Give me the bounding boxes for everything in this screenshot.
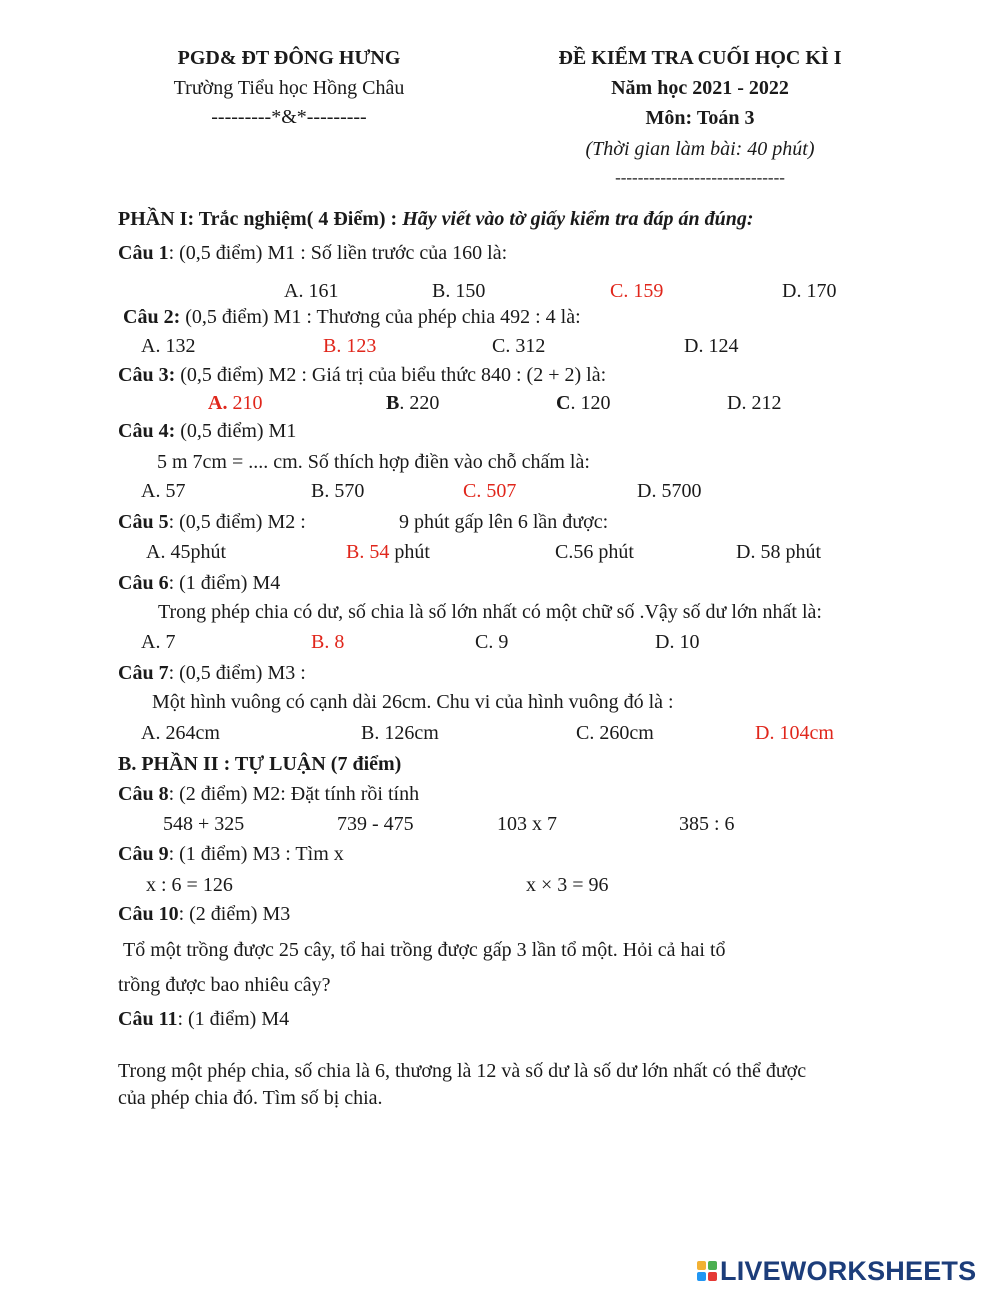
q1-option-a: A. 161 xyxy=(284,280,339,302)
q5-option-a: A. 45phút xyxy=(146,541,226,563)
question-4-stem: 5 m 7cm = .... cm. Số thích hợp điền vào chỗ chấm là: xyxy=(157,451,590,473)
q7-option-b: B. 126cm xyxy=(361,722,439,744)
q8-expression-4: 385 : 6 xyxy=(679,813,735,835)
q8-expression-3: 103 x 7 xyxy=(497,813,557,835)
q6-option-b: B. 8 xyxy=(311,631,345,653)
q6-option-d: D. 10 xyxy=(655,631,700,653)
question-10-label: Câu 10 xyxy=(118,903,179,925)
question-10-line-2: trồng được bao nhiêu cây? xyxy=(118,974,331,996)
q1-option-d: D. 170 xyxy=(782,280,837,302)
question-4 xyxy=(118,421,296,441)
q4-option-d: D. 5700 xyxy=(637,480,702,502)
q6-option-a: A. 7 xyxy=(141,631,176,653)
question-5 xyxy=(118,512,306,532)
question-5-stem: 9 phút gấp lên 6 lần được: xyxy=(399,511,609,533)
question-10-text: : (2 điểm) M3 xyxy=(178,903,291,925)
logo-mark-icon xyxy=(697,1261,717,1281)
logo-square-1 xyxy=(697,1261,706,1270)
part1-title: PHẦN I: Trắc nghiệm( 4 Điểm) : xyxy=(118,208,403,230)
question-7-stem: Một hình vuông có cạnh dài 26cm. Chu vi của hình vuông đó là : xyxy=(152,691,674,713)
question-10 xyxy=(118,904,290,924)
time-limit: (Thời gian làm bài: 40 phút) xyxy=(585,138,815,160)
q4-option-a: A. 57 xyxy=(141,480,186,502)
question-11 xyxy=(118,1009,289,1029)
logo-text: LIVEWORKSHEETS xyxy=(720,1255,977,1286)
question-7-label: Câu 7 xyxy=(118,662,169,684)
subject: Môn: Toán 3 xyxy=(645,107,755,129)
question-5-label: Câu 5 xyxy=(118,511,169,533)
question-9-text: : (1 điểm) M3 : Tìm x xyxy=(168,843,344,865)
q9-equation-2: x × 3 = 96 xyxy=(526,874,609,896)
part1-instruction: Hãy viết vào tờ giấy kiểm tra đáp án đúng: xyxy=(402,208,754,230)
question-6-text: : (1 điểm) M4 xyxy=(168,572,281,594)
question-2-text: (0,5 điểm) M1 : Thương của phép chia 492 : 4 là: xyxy=(180,306,581,328)
question-3 xyxy=(118,365,606,385)
question-5-text: : (0,5 điểm) M2 : xyxy=(168,511,306,533)
q3-option-a-letter: A. xyxy=(208,392,228,414)
question-1-label: Câu 1 xyxy=(118,242,169,264)
q3-option-c-letter: C xyxy=(556,392,571,414)
q1-option-b: B. 150 xyxy=(432,280,486,302)
q2-option-c: C. 312 xyxy=(492,335,546,357)
q7-option-d: D. 104cm xyxy=(755,722,834,744)
q3-option-c xyxy=(556,393,610,413)
question-6-stem: Trong phép chia có dư, số chia là số lớn nhất có một chữ số .Vậy số dư lớn nhất là: xyxy=(158,601,822,623)
question-9 xyxy=(118,844,344,864)
question-7 xyxy=(118,663,306,683)
question-6 xyxy=(118,573,280,593)
question-10-line-1: Tổ một trồng được 25 cây, tổ hai trồng được gấp 3 lần tổ một. Hỏi cả hai tổ xyxy=(123,939,726,961)
q2-option-b: B. 123 xyxy=(323,335,377,357)
question-8-text: : (2 điểm) M2: Đặt tính rồi tính xyxy=(168,783,420,805)
q5-option-d: D. 58 phút xyxy=(736,541,821,563)
question-1-text: : (0,5 điểm) M1 : Số liền trước của 160 là: xyxy=(168,242,508,264)
question-4-text: (0,5 điểm) M1 xyxy=(175,420,297,442)
q3-option-b-letter: B xyxy=(386,392,400,414)
header-divider-right: ------------------------------ xyxy=(615,168,785,187)
q4-option-b: B. 570 xyxy=(311,480,365,502)
q6-option-c: C. 9 xyxy=(475,631,509,653)
q5-option-b-unit: phút xyxy=(389,541,430,563)
q3-option-a xyxy=(208,393,262,413)
header-divider-left: ---------*&*--------- xyxy=(211,106,367,128)
question-2 xyxy=(123,307,581,327)
q8-expression-2: 739 - 475 xyxy=(337,813,414,835)
school-year: Năm học 2021 - 2022 xyxy=(611,77,789,99)
q9-equation-1: x : 6 = 126 xyxy=(146,874,233,896)
question-6-label: Câu 6 xyxy=(118,572,169,594)
q3-option-b xyxy=(386,393,439,413)
part2-heading: B. PHẦN II : TỰ LUẬN (7 điểm) xyxy=(118,753,402,775)
q3-option-a-value: 210 xyxy=(227,392,263,414)
question-3-text: (0,5 điểm) M2 : Giá trị của biểu thức 840 : (2 + 2) là: xyxy=(175,364,607,386)
q3-option-c-value: . 120 xyxy=(570,392,611,414)
exam-title: ĐỀ KIỂM TRA CUỐI HỌC KÌ I xyxy=(558,47,842,69)
question-11-label: Câu 11 xyxy=(118,1008,178,1030)
question-11-line-2: của phép chia đó. Tìm số bị chia. xyxy=(118,1087,383,1109)
q5-option-b-value: B. 54 xyxy=(346,541,390,563)
school-office: PGD& ĐT ĐÔNG HƯNG xyxy=(177,47,401,69)
q5-option-b xyxy=(346,542,430,562)
q5-option-c: C.56 phút xyxy=(555,541,634,563)
logo-square-2 xyxy=(708,1261,717,1270)
q4-option-c: C. 507 xyxy=(463,480,517,502)
q7-option-c: C. 260cm xyxy=(576,722,654,744)
question-2-label: Câu 2: xyxy=(123,306,181,328)
logo-square-3 xyxy=(697,1272,706,1281)
q1-option-c: C. 159 xyxy=(610,280,664,302)
school-name: Trường Tiểu học Hồng Châu xyxy=(173,77,405,99)
q3-option-b-value: . 220 xyxy=(399,392,440,414)
question-4-label: Câu 4: xyxy=(118,420,176,442)
logo-square-4 xyxy=(708,1272,717,1281)
q8-expression-1: 548 + 325 xyxy=(163,813,245,835)
question-7-text: : (0,5 điểm) M3 : xyxy=(168,662,306,684)
q2-option-d: D. 124 xyxy=(684,335,739,357)
part1-heading xyxy=(118,209,753,229)
q2-option-a: A. 132 xyxy=(141,335,196,357)
question-11-text: : (1 điểm) M4 xyxy=(177,1008,290,1030)
question-1 xyxy=(118,243,507,263)
question-8 xyxy=(118,784,419,804)
q3-option-d: D. 212 xyxy=(727,392,782,414)
question-9-label: Câu 9 xyxy=(118,843,169,865)
question-11-line-1: Trong một phép chia, số chia là 6, thương là 12 và số dư là số dư lớn nhất có thể được xyxy=(118,1060,807,1082)
liveworksheets-logo[interactable] xyxy=(697,1254,976,1288)
q7-option-a: A. 264cm xyxy=(141,722,220,744)
question-8-label: Câu 8 xyxy=(118,783,169,805)
question-3-label: Câu 3: xyxy=(118,364,176,386)
